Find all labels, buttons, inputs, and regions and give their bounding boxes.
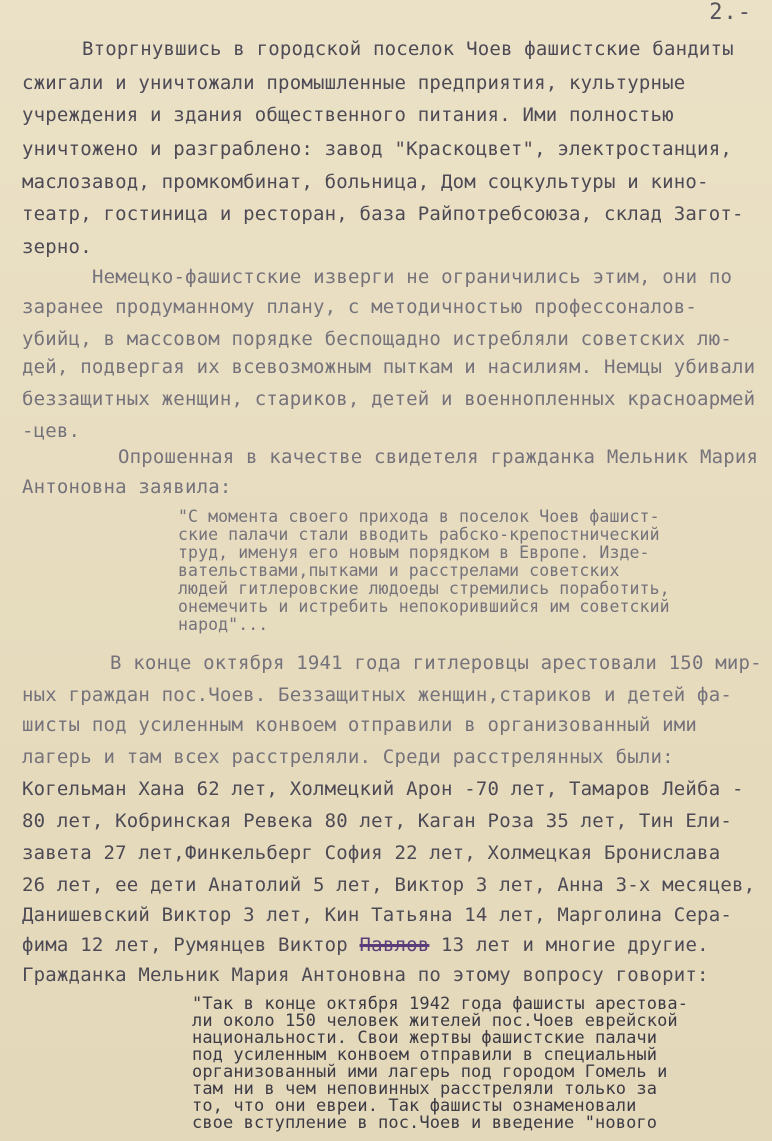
body-line: Немецко-фашистские изверги не ограничились этим, они по (92, 266, 733, 288)
body-line: театр, гостиница и ресторан, база Райпотребсоюза, склад Загот- (22, 203, 744, 225)
body-line: учреждения и здания общественного питания. Ими полностью (22, 104, 674, 126)
body-text: 13 лет и многие другие. (441, 934, 709, 956)
quote-line: людей гитлеровские людоеды стремились поработить, (178, 579, 670, 598)
body-line: дей, подвергая их всевозможным пыткам и насилиям. Немцы убивали (22, 356, 756, 378)
body-line: завета 27 лет,Финкельберг София 22 лет, Холмецкая Бронислава (22, 842, 721, 864)
body-line: ных граждан пос.Чоев. Беззащитных женщин,стариков и детей фа- (22, 684, 732, 706)
quote-line: онемечить и истребить непокорившийся им советский (178, 597, 670, 616)
body-line: сжигали и уничтожали промышленные предприятия, культурные (22, 72, 686, 94)
quote-line: народ"... (178, 615, 269, 634)
quote-line: ские палачи стали вводить рабско-крепостнический (178, 525, 660, 544)
quote-line: ли около 150 человек жителей пос.Чоев еврейской (192, 1011, 678, 1031)
quote-line: "Так в конце октября 1942 года фашисты арестова- (192, 994, 689, 1014)
body-line: В конце октября 1941 года гитлеровцы арестовали 150 мир- (110, 652, 762, 674)
body-line-with-strikeout (22, 934, 772, 956)
quote-line: свое вступление в пос.Чоев и введение "нового (192, 1113, 658, 1133)
quote-line: там ни в чем неповинных расстреляли только за (192, 1079, 658, 1099)
body-line: заранее продуманному плану, с методичностью профессоналов- (22, 296, 698, 318)
body-line: Опрошенная в качестве свидетеля гражданка Мельник Мария (118, 446, 759, 468)
body-text: фима 12 лет, Румянцев Виктор (22, 934, 348, 956)
body-line: 26 лет, ее дети Анатолий 5 лет, Виктор 3 лет, Анна 3-х месяцев, (22, 874, 756, 896)
body-line: Данишевский Виктор 3 лет, Кин Татьяна 14 лет, Марголина Сера- (22, 904, 732, 926)
body-line: 80 лет, Кобринская Ревека 80 лет, Каган Роза 35 лет, Тин Ели- (22, 810, 732, 832)
body-line: Антоновна заявила: (22, 476, 232, 498)
body-line: -цев. (22, 420, 81, 442)
quote-line: под усиленным конвоем отправили в специальный (192, 1045, 658, 1065)
quote-line: труд, именуя его новым порядком в Европе. Изде- (178, 543, 650, 562)
body-line: беззащитных женщин, стариков, детей и военнопленных красноармей (22, 388, 756, 410)
body-line: зерно. (22, 236, 92, 258)
page-number: 2.- (709, 0, 752, 25)
struck-out-word: Павлов (359, 934, 430, 956)
quote-line: "С момента своего прихода в поселок Чоев фашист- (178, 507, 660, 526)
body-line: шисты под усиленным конвоем отправили в организованный ими (22, 714, 698, 736)
quote-line: то, что они евреи. Так фашисты ознаменовали (192, 1096, 637, 1116)
quote-line: организованный ими лагерь под городом Гомель и (192, 1062, 668, 1082)
body-line: Когельман Хана 62 лет, Холмецкий Арон -70 лет, Тамаров Лейба - (22, 778, 744, 800)
body-line: Гражданка Мельник Мария Антоновна по этому вопросу говорит: (22, 964, 709, 986)
quote-line: вательствами,пытками и расстрелами советских (178, 561, 620, 580)
body-line: лагерь и там всех расстреляли. Среди расстрелянных были: (22, 746, 674, 768)
body-line: маслозавод, промкомбинат, больница, Дом соцкультуры и кино- (22, 171, 709, 193)
quote-line: национальности. Свои жертвы фашистские палачи (192, 1028, 658, 1048)
body-line: уничтожено и разграблено: завод "Краскоцвет", электростанция, (22, 138, 732, 160)
body-line: убийц, в массовом порядке беспощадно истребляли советских лю- (22, 328, 732, 350)
body-line: Вторгнувшись в городской поселок Чоев фашистские бандиты (82, 38, 734, 60)
